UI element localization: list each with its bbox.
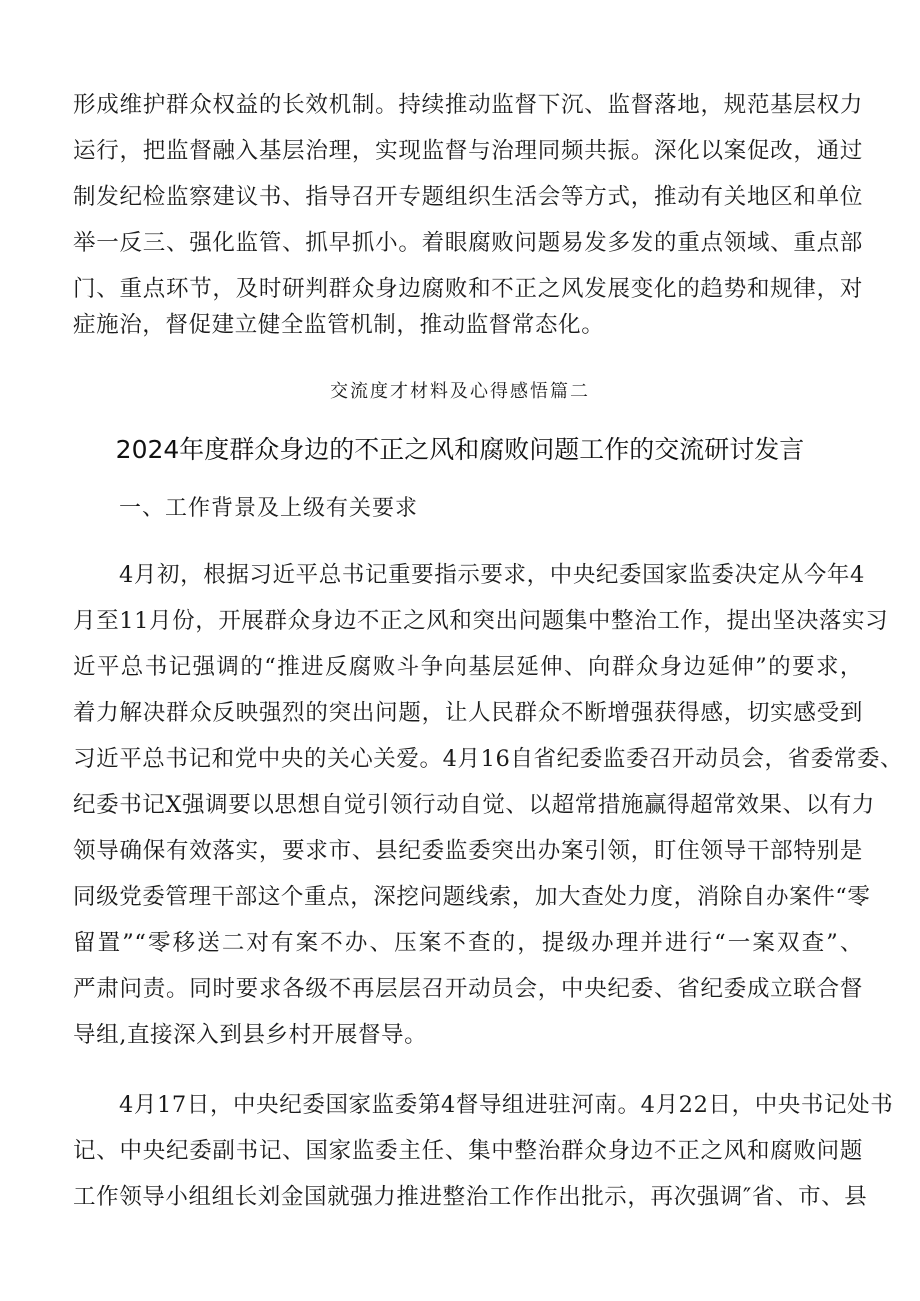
body-text-line: 工作领导小组组长刘金国就强力推进整治工作作出批示，再次强调″省、市、县 (73, 1184, 868, 1210)
body-text-line: 月至11月份，开展群众身边不正之风和突出问题集中整治工作，提出坚决落实习 (73, 608, 889, 634)
body-text-line: 习近平总书记和党中央的关心关爱。4月16自省纪委监委召开动员会，省委常委、 (73, 746, 904, 772)
body-text-line: 领导确保有效落实，要求市、县纪委监委突出办案引领，盯住领导干部特别是 (73, 838, 863, 864)
body-text-line: 近平总书记强调的“推进反腐败斗争向基层延伸、向群众身边延伸”的要求， (73, 654, 863, 680)
section-subtitle: 交流度才材料及心得感悟篇二 (330, 381, 590, 402)
body-text-line: 门、重点环节，及时研判群众身边腐败和不正之风发展变化的趋势和规律，对 (73, 276, 863, 302)
body-text-line: 记、中央纪委副书记、国家监委主任、集中整治群众身边不正之风和腐败问题 (73, 1138, 863, 1164)
body-text-line: 形成维护群众权益的长效机制。持续推动监督下沉、监督落地，规范基层权力 (73, 92, 863, 118)
section-heading: 一、工作背景及上级有关要求 (119, 496, 419, 521)
page-title: 2024年度群众身边的不正之风和腐败问题工作的交流研讨发言 (115, 435, 805, 464)
body-text-line: 严肃问责。同时要求各级不再层层召开动员会，中央纪委、省纪委成立联合督 (73, 976, 863, 1002)
body-text-line: 4月17日，中央纪委国家监委第4督导组进驻河南。4月22日，中央书记处书 (119, 1092, 894, 1118)
body-text-line: 导组,直接深入到县乡村开展督导。 (73, 1022, 428, 1048)
body-text-line: 症施治，督促建立健全监管机制，推动监督常态化。 (73, 312, 605, 338)
body-text-line: 同级党委管理干部这个重点，深挖问题线索，加大查处力度，消除自办案件“零 (73, 884, 871, 910)
body-text-line: 纪委书记X强调要以思想自觉引领行动自觉、以超常措施赢得超常效果、以有力 (73, 792, 876, 818)
body-text-line: 举一反三、强化监管、抓早抓小。着眼腐败问题易发多发的重点领域、重点部 (73, 230, 863, 256)
body-text-line: 留置”“零移送二对有案不办、压案不查的，提级办理并进行“一案双查”、 (73, 930, 863, 956)
body-text-line: 着力解决群众反映强烈的突出问题，让人民群众不断增强获得感，切实感受到 (73, 700, 863, 726)
body-text-line: 制发纪检监察建议书、指导召开专题组织生活会等方式，推动有关地区和单位 (73, 184, 863, 210)
body-text-line: 运行，把监督融入基层治理，实现监督与治理同频共振。深化以案促改，通过 (73, 138, 863, 164)
body-text-line: 4月初，根据习近平总书记重要指示要求，中央纪委国家监委决定从今年4 (119, 562, 865, 588)
